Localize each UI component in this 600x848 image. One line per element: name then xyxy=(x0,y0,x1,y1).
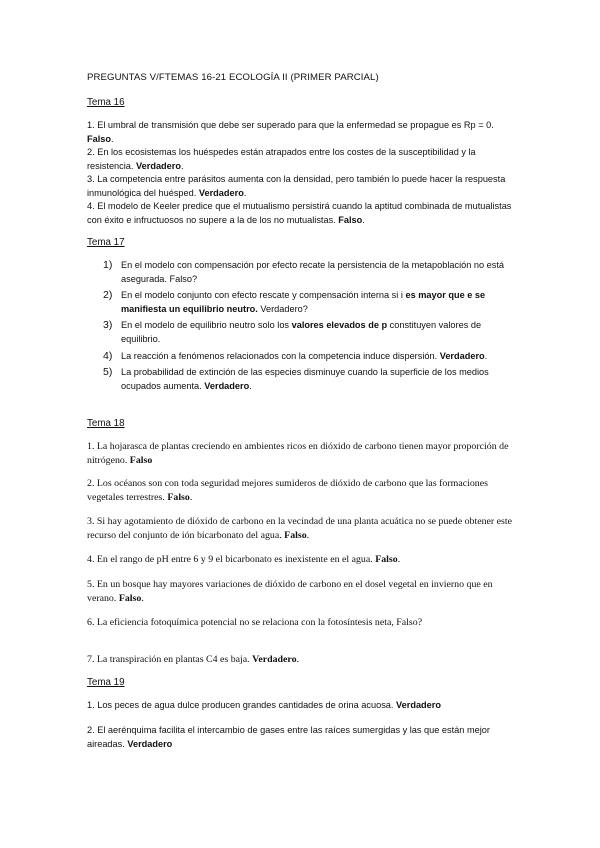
tema16-question-2: 2. En los ecosistemas los huéspedes están atrapados entre los costes de la susceptibilidad y la resistencia. Verdadero. xyxy=(87,147,476,171)
list-item: 2) En el modelo conjunto con efecto rescate y compensación interna si i es mayor que e se manifiesta un equilibrio neutro. Verdadero? xyxy=(103,289,486,314)
heading-tema-19: Tema 19 xyxy=(87,677,125,688)
document-title: PREGUNTAS V/FTEMAS 16-21 ECOLOGÍA II (PRIMER PARCIAL) xyxy=(87,72,379,83)
list-item: 4) La reacción a fenómenos relacionados con la competencia induce dispersión. Verdadero. xyxy=(103,349,488,362)
tema16-question-1: 1. El umbral de transmisión que debe ser superado para que la enfermedad se propague es Rp = 0. Falso. xyxy=(87,120,494,144)
list-item: 5) La probabilidad de extinción de las especies disminuye cuando la superficie de los medios ocupados aumenta. Verdadero. xyxy=(103,366,489,391)
heading-tema-18: Tema 18 xyxy=(87,418,125,429)
list-item: 3) En el modelo de equilibrio neutro solo los valores elevados de p constituyen valores de equilibrio. xyxy=(103,319,482,344)
tema18-question-4: 4. En el rango de pH entre 6 y 9 el bicarbonato es inexistente en el agua. Falso. xyxy=(87,554,401,565)
heading-tema-17: Tema 17 xyxy=(87,237,125,248)
tema18-question-2: 2. Los océanos son con toda seguridad mejores sumideros de dióxido de carbono que las formaciones vegetales terrestres. Falso. xyxy=(87,478,488,503)
tema18-question-1: 1. La hojarasca de plantas creciendo en ambientes ricos en dióxido de carbono tienen mayor proporción de nitrógeno. Falso xyxy=(87,441,509,466)
tema19-question-1: 1. Los peces de agua dulce producen grandes cantidades de orina acuosa. Verdadero xyxy=(87,700,441,710)
tema19-question-2: 2. El aerénquima facilita el intercambio de gases entre las raíces sumergidas y las que están mejor aireadas. Verdadero xyxy=(87,725,490,749)
tema16-question-3: 3. La competencia entre parásitos aumenta con la densidad, pero también lo puede hacer la respuesta inmunológica del huésped. Verdadero. xyxy=(87,174,506,198)
tema18-question-3: 3. Si hay agotamiento de dióxido de carbono en la vecindad de una planta acuática no se puede obtener este recurso del conjunto de ión bicarbonato del agua. Falso. xyxy=(87,516,513,541)
tema17-list xyxy=(87,259,517,393)
list-item: 1) En el modelo con compensación por efecto recate la persistencia de la metapoblación no está asegurada. Falso? xyxy=(103,259,505,284)
tema18-question-5: 5. En un bosque hay mayores variaciones de dióxido de carbono en el dosel vegetal en invierno que en verano. Falso. xyxy=(87,579,493,604)
tema18-question-7: 7. La transpiración en plantas C4 es baja. Verdadero. xyxy=(87,654,299,665)
heading-tema-16: Tema 16 xyxy=(87,97,125,108)
tema16-question-4: 4. El modelo de Keeler predice que el mutualismo persistirá cuando la aptitud combinada de mutualistas con éxito e infructuosos no supere a la de los no mutualistas. Falso. xyxy=(87,201,512,225)
tema18-question-6: 6. La eficiencia fotoquímica potencial no se relaciona con la fotosíntesis neta, Falso? xyxy=(87,617,423,628)
